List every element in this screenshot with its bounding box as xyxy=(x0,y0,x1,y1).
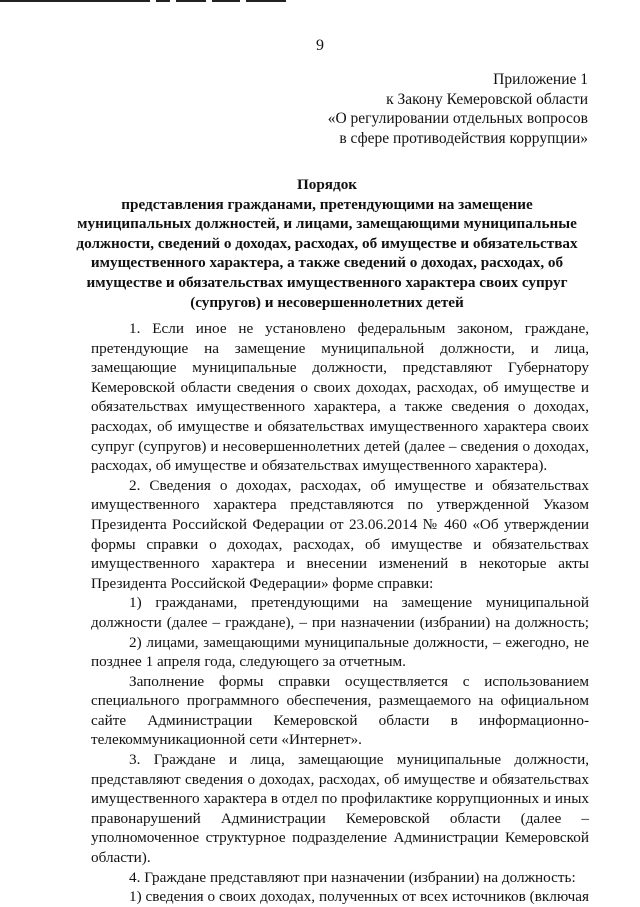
body-line: должности (далее – граждане), – при назначении (избрании) на должность; xyxy=(91,613,589,631)
body-line: 3. Граждане и лица, замещающие муниципальные должности, xyxy=(129,751,589,769)
document-title xyxy=(72,175,582,312)
body-line: имущественного характера и внесении изменений в некоторые акты xyxy=(91,555,589,573)
body-line: имущественного характера в отдел по профилактике коррупционных и иных xyxy=(91,790,589,808)
appendix-block xyxy=(328,70,588,148)
body-line: Заполнение формы справки осуществляется с использованием xyxy=(129,672,589,690)
body-line: формы справки о доходах, расходах, об имуществе и обязательствах xyxy=(91,535,589,553)
appendix-line: к Закону Кемеровской области xyxy=(386,90,588,108)
body-line: представляют сведения о доходах, расходах, об имуществе и обязательствах xyxy=(91,770,589,788)
body-line: 2) лицами, замещающими муниципальные должности, – ежегодно, не xyxy=(129,633,589,651)
body-line: Президента Российской Федерации от 23.06.2014 № 460 «Об утверждении xyxy=(91,515,589,533)
body-line: сайте Администрации Кемеровской области в информационно- xyxy=(91,711,589,729)
title-heading: Порядок xyxy=(296,176,358,193)
title-line: должности, сведений о доходах, расходах, об имуществе и обязательствах xyxy=(76,234,578,252)
body-line: имущественного характера представляются по утвержденной Указом xyxy=(91,496,589,514)
body-line: Президента Российской Федерации» форме справки: xyxy=(91,574,434,592)
document-body xyxy=(91,319,589,907)
body-line: замещающие муниципальные должности, представляют Губернатору xyxy=(91,359,589,377)
title-line: имущественного характера, а также сведений о доходах, расходах, об xyxy=(90,254,564,272)
body-line: 4. Граждане представляют при назначении (избрании) на должность: xyxy=(129,868,576,886)
body-line: телекоммуникационной сети «Интернет». xyxy=(91,731,362,749)
appendix-line: Приложение 1 xyxy=(493,71,588,88)
body-line: 1) гражданами, претендующими на замещение муниципальной xyxy=(129,594,589,612)
scan-edge-marks xyxy=(0,0,300,2)
body-line: расходах, об имуществе и обязательствах имущественного характера). xyxy=(91,457,548,475)
title-line: имуществе и обязательствах имущественного характера своих супруг xyxy=(86,273,568,291)
title-line: муниципальных должностей, и лицами, замещающими муниципальные xyxy=(77,215,577,233)
body-line: Кемеровской области сведения о своих доходах, расходах, об имуществе и xyxy=(91,378,589,396)
body-line: 1) сведения о своих доходах, полученных от всех источников (включая xyxy=(129,888,589,906)
body-line: области). xyxy=(91,849,151,867)
appendix-line: «О регулировании отдельных вопросов xyxy=(327,110,588,128)
body-line: обязательствах имущественного характера, а также сведения о доходах, xyxy=(91,398,589,416)
body-line: уполномоченное структурное подразделение Администрации Кемеровской xyxy=(91,829,589,847)
body-line: позднее 1 апреля года, следующего за отчетным. xyxy=(91,653,406,671)
body-line: супруг (супругов) и несовершеннолетних детей (далее – сведения о доходах, xyxy=(91,437,589,455)
title-line: представления гражданами, претендующими на замещение xyxy=(121,195,533,213)
body-line: 1. Если иное не установлено федеральным законом, граждане, xyxy=(129,320,589,337)
page-number: 9 xyxy=(316,37,324,54)
body-line: претендующие на замещение муниципальной должности, и лица, xyxy=(91,339,589,357)
body-line: 2. Сведения о доходах, расходах, об имуществе и обязательствах xyxy=(129,476,589,494)
body-line: правонарушений Администрации Кемеровской области (далее – xyxy=(91,809,589,827)
body-line: специального программного обеспечения, размещаемого на официальном xyxy=(91,692,589,710)
appendix-line: в сфере противодействия коррупции» xyxy=(339,129,588,147)
body-line: расходах, об имуществе и обязательствах имущественного характера своих xyxy=(91,417,589,435)
title-line: (супругов) и несовершеннолетних детей xyxy=(190,293,464,311)
